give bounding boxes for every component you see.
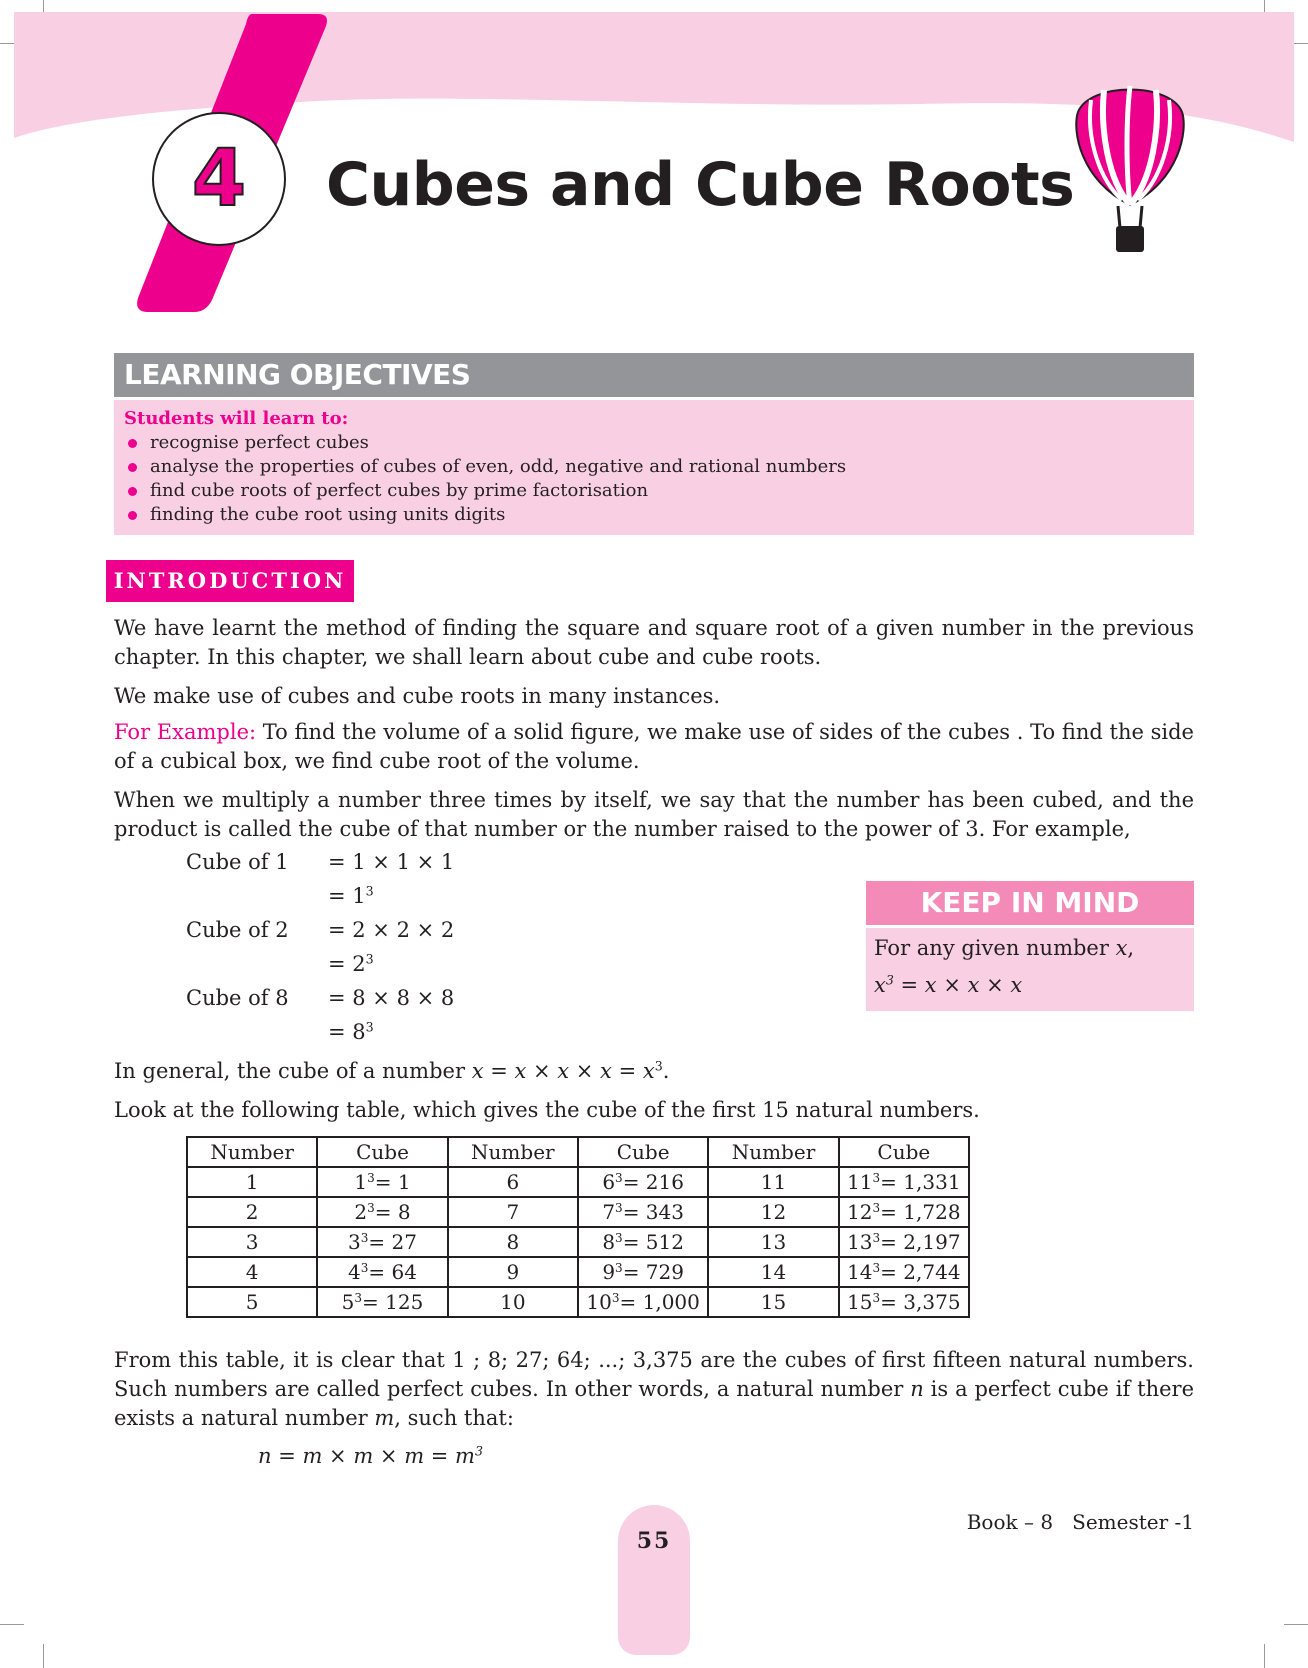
intro-paragraph-2: We make use of cubes and cube roots in many instances. [114, 684, 721, 708]
perfect-cube-formula: $n = m \times m \times m = m^3$ [258, 1443, 483, 1468]
crop-mark [43, 1644, 44, 1668]
cube-cell: $2^3= 8$ [317, 1197, 447, 1227]
table-header-cell: Number [187, 1137, 317, 1167]
bullet-icon [128, 463, 137, 472]
learning-objectives-box [114, 400, 1194, 535]
table-header-cell: Cube [839, 1137, 969, 1167]
table-row [187, 1287, 969, 1317]
number-cell: 4 [187, 1257, 317, 1287]
table-header-cell: Number [448, 1137, 578, 1167]
introduction-label: INTRODUCTION [106, 560, 354, 602]
learning-objectives-heading: LEARNING OBJECTIVES [114, 353, 1194, 397]
table-body [187, 1167, 969, 1317]
number-cell: 11 [708, 1167, 838, 1197]
cube-cell: $11^3= 1,331$ [839, 1167, 969, 1197]
example-expansion: = 8 × 8 × 8 [328, 986, 455, 1010]
objective-text: find cube roots of perfect cubes by prime factorisation [150, 480, 649, 501]
table-row [187, 1167, 969, 1197]
cube-cell: $1^3= 1$ [317, 1167, 447, 1197]
table-intro: Look at the following table, which gives the cube of the first 15 natural numbers. [114, 1098, 980, 1122]
cube-table [186, 1136, 970, 1318]
crop-mark [1284, 1624, 1308, 1625]
number-cell: 8 [448, 1227, 578, 1257]
cube-cell: $7^3= 343$ [578, 1197, 708, 1227]
crop-mark [1264, 1644, 1265, 1668]
example-expansion: = 1 × 1 × 1 [328, 850, 455, 874]
objective-text: recognise perfect cubes [150, 432, 369, 453]
crop-mark [0, 1624, 24, 1625]
table-header-cell: Cube [317, 1137, 447, 1167]
number-cell: 6 [448, 1167, 578, 1197]
number-cell: 10 [448, 1287, 578, 1317]
general-statement: In general, the cube of a number $x = x \times x \times x = x^3$. [114, 1058, 670, 1083]
for-example-text: To find the volume of a solid figure, we make use of sides of the cubes . To find the side of a cubical box, we find cube root of the volume. [114, 720, 1194, 773]
objective-item [124, 455, 1184, 479]
cube-cell: $12^3= 1,728$ [839, 1197, 969, 1227]
example-label: Cube of 8 [186, 986, 289, 1010]
objective-item [124, 479, 1184, 503]
table-row [187, 1227, 969, 1257]
table-header-cell: Cube [578, 1137, 708, 1167]
cube-cell: $15^3= 3,375$ [839, 1287, 969, 1317]
cube-cell: $13^3= 2,197$ [839, 1227, 969, 1257]
cube-cell: $6^3= 216$ [578, 1167, 708, 1197]
number-cell: 12 [708, 1197, 838, 1227]
objective-text: analyse the properties of cubes of even, odd, negative and rational numbers [150, 456, 847, 477]
cube-cell: $4^3= 64$ [317, 1257, 447, 1287]
example-power: = $1^3$ [328, 883, 374, 908]
bullet-icon [128, 487, 137, 496]
chapter-title: Cubes and Cube Roots [326, 150, 1075, 220]
number-cell: 5 [187, 1287, 317, 1317]
number-cell: 9 [448, 1257, 578, 1287]
number-cell: 15 [708, 1287, 838, 1317]
conclusion-paragraph: From this table, it is clear that 1 ; 8; 27; 64; ...; 3,375 are the cubes of first fifteen natural numbers. Such numbers are called perfect cubes. In other words, a natural number n is a perfect cube if there exists a natural number m, such that: [114, 1348, 1194, 1430]
example-expansion: = 2 × 2 × 2 [328, 918, 455, 942]
cube-cell: $5^3= 125$ [317, 1287, 447, 1317]
intro-paragraph-1: We have learnt the method of finding the square and square root of a given number in the previous chapter. In this chapter, we shall learn about cube and cube roots. [114, 616, 1194, 669]
example-power: = $2^3$ [328, 951, 374, 976]
for-example-label: For Example: [114, 720, 257, 744]
table-header-row [187, 1137, 969, 1167]
keep-in-mind-formula: $x^3 = x \times x \times x$ [874, 972, 1023, 997]
keep-in-mind-box [866, 928, 1194, 1011]
number-cell: 1 [187, 1167, 317, 1197]
example-label: Cube of 2 [186, 918, 289, 942]
bullet-icon [128, 511, 137, 520]
intro-paragraph-4: When we multiply a number three times by itself, we say that the number has been cubed, and the product is called the cube of that number or the number raised to the power of 3. For example, [114, 788, 1194, 841]
page-number: 55 [636, 1528, 672, 1554]
number-cell: 14 [708, 1257, 838, 1287]
cube-cell: $9^3= 729$ [578, 1257, 708, 1287]
table-header-cell: Number [708, 1137, 838, 1167]
table-row [187, 1257, 969, 1287]
cube-cell: $14^3= 2,744$ [839, 1257, 969, 1287]
cube-cell: $8^3= 512$ [578, 1227, 708, 1257]
example-label: Cube of 1 [186, 850, 289, 874]
keep-in-mind-text: For any given number x, [874, 936, 1135, 960]
bullet-icon [128, 439, 137, 448]
intro-paragraph-3 [114, 718, 1194, 776]
objective-item [124, 503, 1184, 527]
table-row [187, 1197, 969, 1227]
hot-air-balloon-icon [1076, 86, 1183, 252]
number-cell: 2 [187, 1197, 317, 1227]
example-power: = $8^3$ [328, 1019, 374, 1044]
cube-cell: $3^3= 27$ [317, 1227, 447, 1257]
keep-in-mind-heading: KEEP IN MIND [866, 881, 1194, 925]
objective-text: finding the cube root using units digits [150, 504, 506, 525]
number-cell: 3 [187, 1227, 317, 1257]
book-info: Book – 8 Semester -1 [966, 1510, 1194, 1534]
cube-cell: $10^3= 1,000$ [578, 1287, 708, 1317]
learning-objectives-intro: Students will learn to: [124, 408, 349, 429]
chapter-number: 4 [152, 112, 286, 246]
number-cell: 13 [708, 1227, 838, 1257]
objective-item [124, 431, 1184, 455]
number-cell: 7 [448, 1197, 578, 1227]
